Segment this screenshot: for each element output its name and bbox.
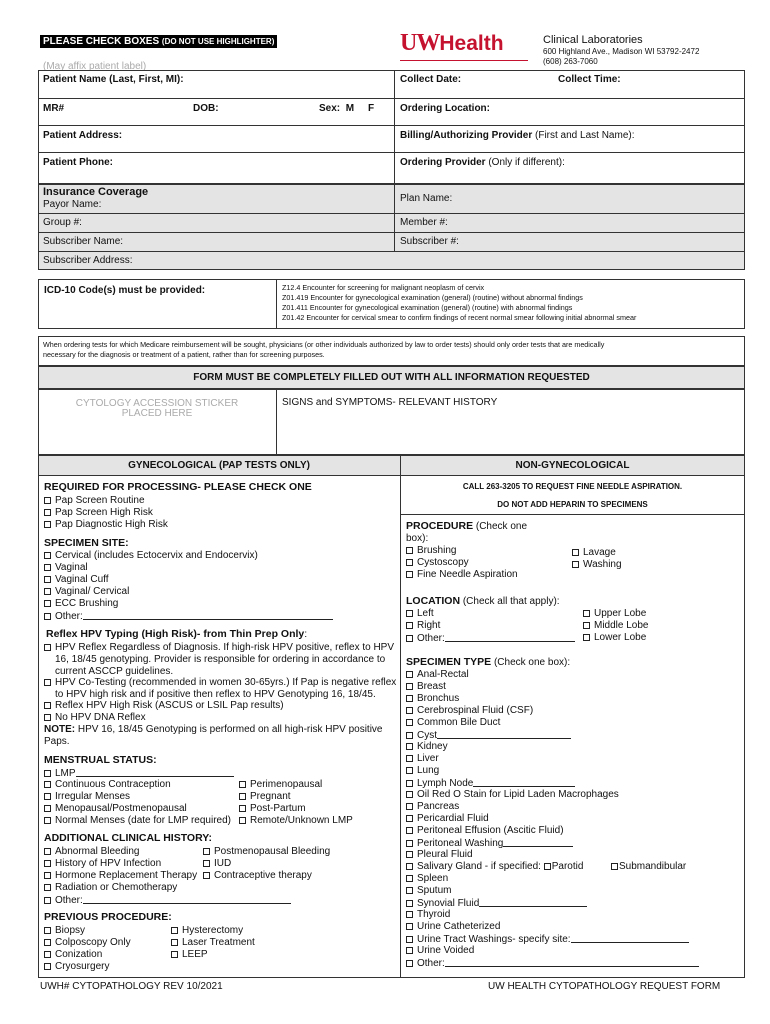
location-checkbox[interactable]: Lower Lobe — [583, 632, 646, 644]
patient-info-block — [38, 70, 745, 184]
subscriber-number-field[interactable]: Subscriber #: — [400, 236, 459, 247]
clinical-history-title: ADDITIONAL CLINICAL HISTORY: — [44, 832, 212, 844]
icd-label: ICD-10 Code(s) must be provided: — [44, 285, 206, 296]
form-banner-text: FORM MUST BE COMPLETELY FILLED OUT WITH ALL INFORMATION REQUESTED — [193, 372, 590, 383]
affix-label-note: (May affix patient label) — [43, 61, 147, 72]
location-checkbox[interactable]: Left — [406, 608, 434, 620]
specimen-site-other-checkbox[interactable]: Other: — [44, 610, 333, 623]
plan-field[interactable]: Plan Name: — [400, 193, 453, 204]
procedure-checkbox[interactable]: Cystoscopy — [406, 557, 469, 569]
menstrual-checkbox[interactable]: Perimenopausal — [239, 779, 322, 791]
specimen-type-checkbox[interactable]: Urine Voided — [406, 945, 474, 957]
procedure-checkbox[interactable]: Washing — [572, 559, 622, 571]
location-checkbox[interactable]: Middle Lobe — [583, 620, 648, 632]
specimen-site-checkbox[interactable]: Vaginal Cuff — [44, 574, 109, 586]
previous-procedure-checkbox[interactable]: LEEP — [171, 949, 208, 961]
group-field[interactable]: Group #: — [43, 217, 82, 228]
hpv-cotesting-checkbox[interactable]: HPV Co-Testing (recommended in women 30-65yrs.) If Pap is negative reflex — [44, 677, 396, 689]
specimen-type-checkbox[interactable]: Sputum — [406, 885, 451, 897]
fna-call-note: CALL 263-3205 TO REQUEST FINE NEEDLE ASPIRATION. — [462, 482, 683, 491]
procedure-title: PROCEDURE (Check one — [406, 520, 528, 532]
specimen-type-checkbox[interactable]: Oil Red O Stain for Lipid Laden Macrophages — [406, 789, 619, 801]
lab-name: Clinical Laboratories — [543, 34, 643, 46]
salivary-gland-checkbox[interactable]: Salivary Gland - if specified: Parotid — [406, 861, 583, 873]
payor-field[interactable]: Payor Name: — [43, 199, 102, 210]
specimen-type-checkbox[interactable]: Common Bile Duct — [406, 717, 500, 729]
previous-procedure-checkbox[interactable]: Cryosurgery — [44, 961, 109, 973]
history-checkbox[interactable]: Postmenopausal Bleeding — [203, 846, 330, 858]
hpv-reflex-checkbox[interactable]: HPV Reflex Regardless of Diagnosis. If high-risk HPV positive, reflex to HPV — [44, 642, 394, 654]
specimen-type-checkbox[interactable]: Cerebrospinal Fluid (CSF) — [406, 705, 533, 717]
collect-time-field[interactable]: Collect Time: — [558, 74, 621, 85]
footer-revision: UWH# CYTOPATHOLOGY REV 10/2021 — [40, 981, 223, 992]
logo-uw: UW — [400, 30, 440, 56]
member-field[interactable]: Member #: — [400, 217, 448, 228]
menstrual-checkbox[interactable]: Pregnant — [239, 791, 291, 803]
icd-code: Z01.419 Encounter for gynecological examination (general) (routine) without abnormal findings — [282, 293, 583, 302]
previous-procedure-checkbox[interactable]: Hysterectomy — [171, 925, 243, 937]
pap-screen-routine-checkbox[interactable]: Pap Screen Routine — [44, 495, 145, 507]
specimen-type-checkbox[interactable]: Spleen — [406, 873, 448, 885]
specimen-type-checkbox[interactable]: Thyroid — [406, 909, 450, 921]
location-checkbox[interactable]: Right — [406, 620, 440, 632]
history-checkbox[interactable]: Hormone Replacement Therapy — [44, 870, 197, 882]
sticker-placeholder: CYTOLOGY ACCESSION STICKER — [75, 398, 239, 409]
procedure-hint: box): — [406, 533, 429, 544]
patient-name-field[interactable]: Patient Name (Last, First, MI): — [43, 74, 184, 85]
sex-field: Sex: M F — [319, 103, 375, 114]
insurance-title: Insurance Coverage — [43, 186, 149, 198]
history-checkbox[interactable]: Contraceptive therapy — [203, 870, 312, 882]
specimen-site-title: SPECIMEN SITE: — [44, 537, 129, 549]
specimen-site-checkbox[interactable]: Vaginal — [44, 562, 88, 574]
procedure-checkbox[interactable]: Fine Needle Aspiration — [406, 569, 518, 581]
pap-diagnostic-high-risk-checkbox[interactable]: Pap Diagnostic High Risk — [44, 519, 168, 531]
icd-code: Z01.42 Encounter for cervical smear to confirm findings of recent normal smear following initial abnormal smear — [282, 313, 637, 322]
billing-provider-field[interactable]: Billing/Authorizing Provider (First and Last Name): — [400, 130, 635, 141]
specimen-type-checkbox[interactable]: Bronchus — [406, 693, 459, 705]
specimen-type-checkbox[interactable]: Liver — [406, 753, 439, 765]
specimen-type-checkbox[interactable]: Peritoneal Effusion (Ascitic Fluid) — [406, 825, 564, 837]
pap-screen-high-risk-checkbox[interactable]: Pap Screen High Risk — [44, 507, 153, 519]
medicare-note-line: necessary for the diagnosis or treatment of a patient, rather than for screening purposes. — [43, 350, 325, 359]
hpv-note-cont: Paps. — [44, 736, 70, 747]
previous-procedure-checkbox[interactable]: Colposcopy Only — [44, 937, 131, 949]
specimen-type-checkbox[interactable]: Synovial Fluid — [406, 897, 587, 910]
ordering-provider-field[interactable]: Ordering Provider (Only if different): — [400, 157, 565, 168]
specimen-site-checkbox[interactable]: Vaginal/ Cervical — [44, 586, 129, 598]
history-checkbox[interactable]: IUD — [203, 858, 231, 870]
subscriber-name-field[interactable]: Subscriber Name: — [43, 236, 124, 247]
no-hpv-dna-reflex-checkbox[interactable]: No HPV DNA Reflex — [44, 712, 146, 724]
hpv-note: NOTE: HPV 16, 18/45 Genotyping is performed on all high-risk HPV positive — [44, 724, 383, 735]
collect-date-field[interactable]: Collect Date: — [400, 74, 462, 85]
signs-symptoms-field[interactable]: SIGNS and SYMPTOMS- RELEVANT HISTORY — [282, 397, 498, 408]
specimen-type-checkbox[interactable]: Pancreas — [406, 801, 459, 813]
procedure-checkbox[interactable]: Lavage — [572, 547, 616, 559]
required-title: REQUIRED FOR PROCESSING- PLEASE CHECK ONE — [44, 481, 312, 493]
location-title: LOCATION (Check all that apply): — [406, 595, 560, 607]
specimen-type-checkbox[interactable]: Pleural Fluid — [406, 849, 473, 861]
history-checkbox[interactable]: Abnormal Bleeding — [44, 846, 140, 858]
specimen-type-checkbox[interactable]: Peritoneal Washing — [406, 837, 573, 850]
footer-form-title: UW HEALTH CYTOPATHOLOGY REQUEST FORM — [488, 981, 721, 992]
specimen-type-checkbox[interactable]: Pericardial Fluid — [406, 813, 489, 825]
specimen-type-checkbox[interactable]: Urine Tract Washings- specify site: — [406, 933, 689, 946]
mr-field[interactable]: MR# — [43, 103, 65, 114]
menstrual-checkbox[interactable]: Post-Partum — [239, 803, 306, 815]
menstrual-title: MENSTRUAL STATUS: — [44, 754, 157, 766]
previous-procedure-checkbox[interactable]: Laser Treatment — [171, 937, 255, 949]
icd-code: Z01.411 Encounter for gynecological examination (general) (routine) with abnormal findings — [282, 303, 573, 312]
sticker-placeholder: PLACED HERE — [121, 408, 193, 419]
specimen-type-checkbox[interactable]: Urine Catheterized — [406, 921, 500, 933]
menstrual-checkbox[interactable]: Irregular Menses — [44, 791, 130, 803]
subscriber-address-field[interactable]: Subscriber Address: — [43, 255, 133, 266]
specimen-type-checkbox[interactable]: Kidney — [406, 741, 448, 753]
menstrual-checkbox[interactable]: Remote/Unknown LMP — [239, 815, 353, 827]
heparin-warning: DO NOT ADD HEPARIN TO SPECIMENS — [497, 500, 648, 509]
reflex-hpv-title: Reflex HPV Typing (High Risk)- from Thin Prep Only: — [46, 628, 308, 640]
uw-health-logo — [400, 30, 504, 57]
lab-phone: (608) 263-7060 — [543, 57, 598, 66]
menstrual-checkbox[interactable]: Normal Menses (date for LMP required) — [44, 815, 231, 827]
specimen-site-checkbox[interactable]: ECC Brushing — [44, 598, 118, 610]
dob-field[interactable]: DOB: — [193, 103, 219, 114]
specimen-site-checkbox[interactable]: Cervical (includes Ectocervix and Endocervix) — [44, 550, 258, 562]
history-other-checkbox[interactable]: Other: — [44, 894, 291, 907]
nongyn-header: NON-GYNECOLOGICAL — [515, 460, 630, 471]
location-checkbox[interactable]: Upper Lobe — [583, 608, 646, 620]
hpv-cotesting-text: to HPV high risk and if positive then reflex to HPV Genotyping 16, 18/45. — [55, 689, 376, 700]
specimen-type-title: SPECIMEN TYPE (Check one box): — [406, 656, 571, 668]
location-other-checkbox[interactable]: Other: — [406, 632, 575, 645]
specimen-type-checkbox[interactable]: Breast — [406, 681, 446, 693]
history-checkbox[interactable]: History of HPV Infection — [44, 858, 161, 870]
previous-procedure-checkbox[interactable]: Conization — [44, 949, 102, 961]
specimen-type-checkbox[interactable]: Lung — [406, 765, 439, 777]
specimen-type-checkbox[interactable]: Anal-Rectal — [406, 669, 469, 681]
menstrual-checkbox[interactable]: Continuous Contraception — [44, 779, 171, 791]
hpv-reflex-text: 16, 18/45 genotyping. Provider is responsible for ordering in accordance to — [55, 654, 386, 665]
specimen-type-other-checkbox[interactable]: Other: — [406, 957, 699, 970]
menstrual-checkbox[interactable]: Menopausal/Postmenopausal — [44, 803, 187, 815]
specimen-type-checkbox[interactable]: Cyst — [406, 729, 571, 742]
hpv-reflex-text: current ASCCP guidelines. — [55, 666, 174, 677]
history-checkbox[interactable]: Radiation or Chemotherapy — [44, 882, 177, 894]
sex-f-option[interactable]: F — [367, 103, 375, 114]
medicare-note-line: When ordering tests for which Medicare reimbursement will be sought, physicians (or other individuals authorized by law to order tests) should only order tests that are medically — [43, 340, 605, 349]
submandibular-checkbox[interactable]: Submandibular — [611, 861, 686, 873]
lab-address: 600 Highland Ave., Madison WI 53792-2472 — [543, 47, 700, 56]
previous-procedure-checkbox[interactable]: Biopsy — [44, 925, 85, 937]
patient-phone-field[interactable]: Patient Phone: — [43, 157, 114, 168]
lmp-checkbox[interactable]: LMP — [44, 767, 234, 780]
check-boxes-instruction: PLEASE CHECK BOXES (DO NOT USE HIGHLIGHTER) — [40, 36, 277, 48]
previous-procedure-title: PREVIOUS PROCEDURE: — [44, 911, 172, 923]
gyn-header: GYNECOLOGICAL (PAP TESTS ONLY) — [128, 460, 310, 471]
reflex-hpv-high-risk-checkbox[interactable]: Reflex HPV High Risk (ASCUS or LSIL Pap results) — [44, 700, 284, 712]
sex-m-option[interactable]: M — [345, 103, 355, 114]
logo-health: Health — [439, 32, 504, 55]
ordering-location-field[interactable]: Ordering Location: — [400, 103, 490, 114]
specimen-type-checkbox[interactable]: Lymph Node — [406, 777, 575, 790]
procedure-checkbox[interactable]: Brushing — [406, 545, 456, 557]
patient-address-field[interactable]: Patient Address: — [43, 130, 123, 141]
icd-code: Z12.4 Encounter for screening for malignant neoplasm of cervix — [282, 283, 485, 292]
